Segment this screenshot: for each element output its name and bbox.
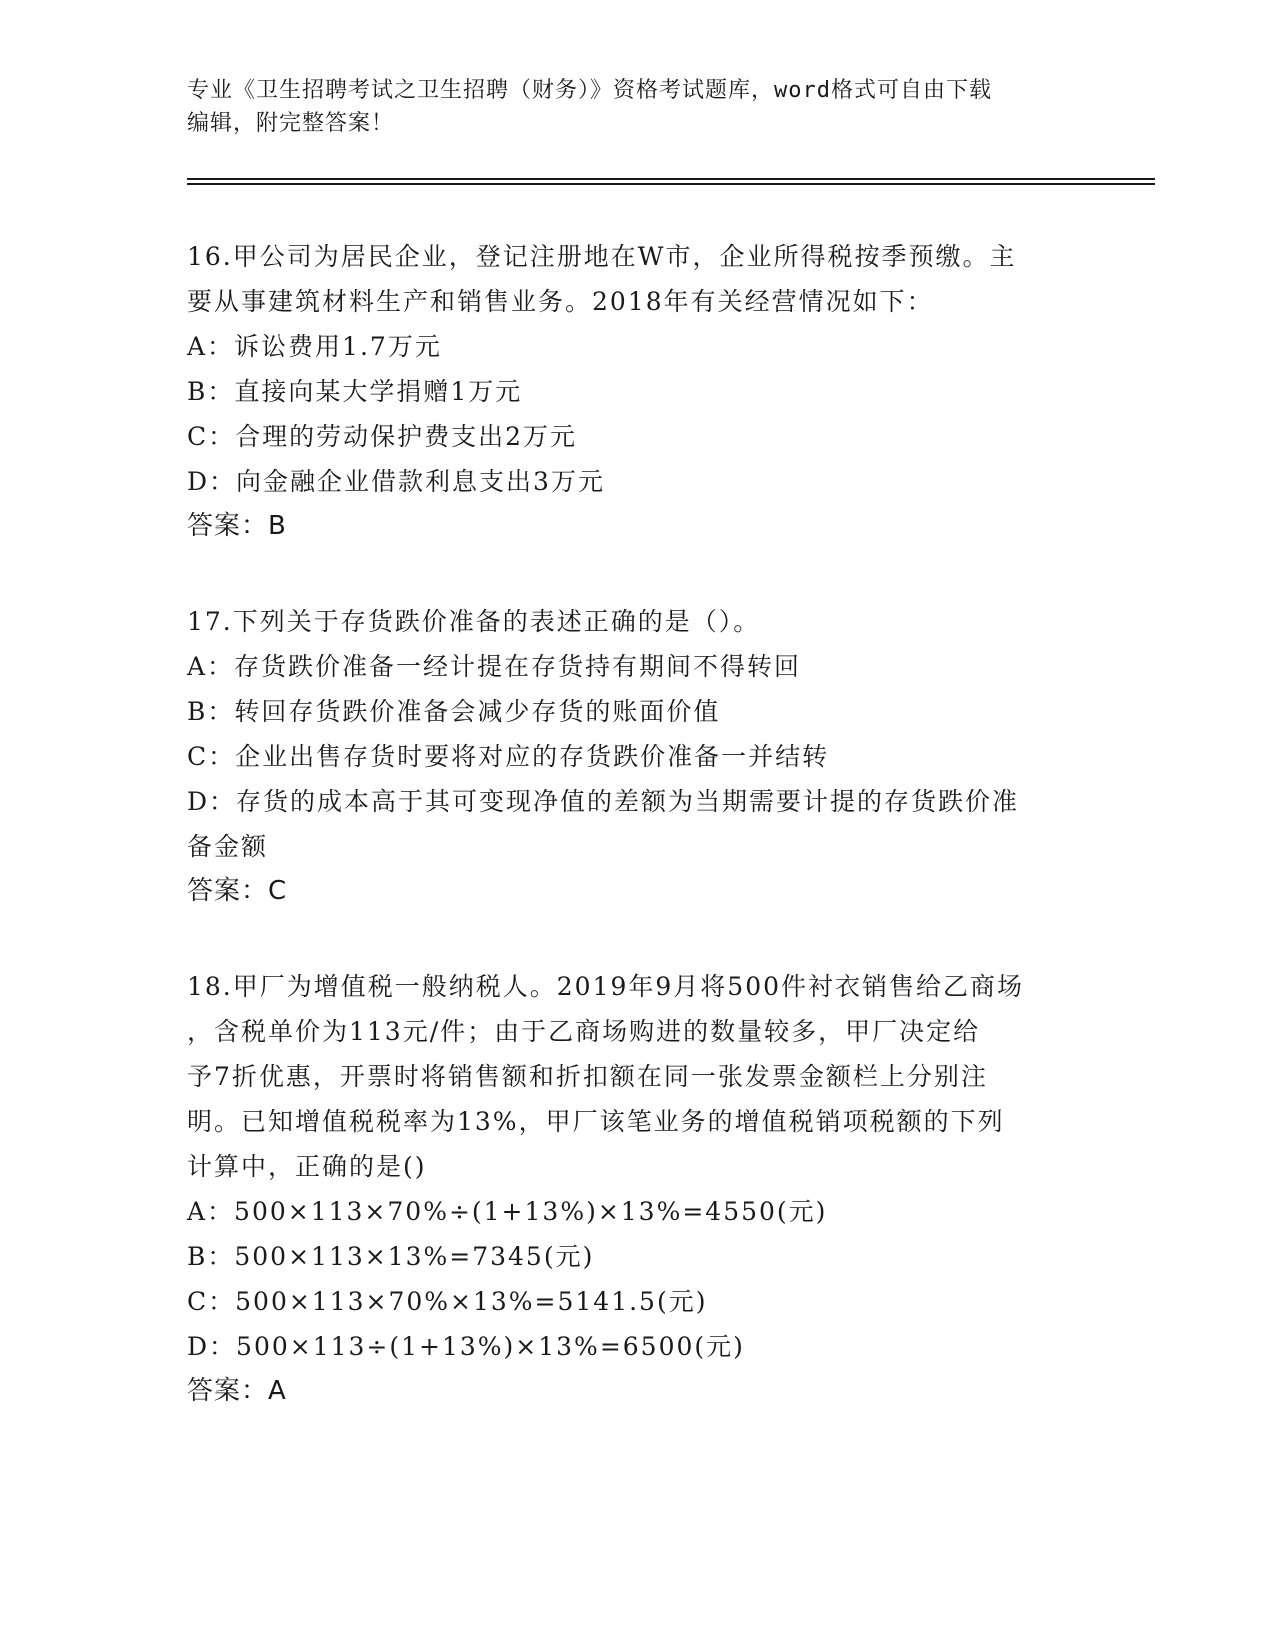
option-c: C：企业出售存货时要将对应的存货跌价准备一并结转 xyxy=(187,742,830,771)
option-c: C：500×113×70%×13%=5141.5(元) xyxy=(187,1287,708,1316)
option-a: A：500×113×70%÷(1+13%)×13%=4550(元) xyxy=(187,1197,828,1226)
question-stem-line: 18.甲厂为增值税一般纳税人。2019年9月将500件衬衣销售给乙商场 xyxy=(187,972,1025,1001)
answer-label: 答案：A xyxy=(187,1376,287,1406)
header-divider-top xyxy=(187,178,1155,180)
option-a: A：存货跌价准备一经计提在存货持有期间不得转回 xyxy=(187,652,802,681)
option-d: D：存货的成本高于其可变现净值的差额为当期需要计提的存货跌价准 xyxy=(187,787,1020,816)
option-c: C：合理的劳动保护费支出2万元 xyxy=(187,422,578,451)
header-divider-bottom xyxy=(187,183,1155,185)
header-line-2: 编辑，附完整答案！ xyxy=(187,111,395,136)
question-16 xyxy=(187,234,1087,549)
question-stem-line: 17.下列关于存货跌价准备的表述正确的是（）。 xyxy=(187,607,761,636)
question-stem-line: ，含税单价为113元/件；由于乙商场购进的数量较多，甲厂决定给 xyxy=(187,1017,981,1046)
option-b: B：500×113×13%=7345(元) xyxy=(187,1242,595,1271)
question-stem-line: 要从事建筑材料生产和销售业务。2018年有关经营情况如下： xyxy=(187,287,934,316)
option-d: D：向金融企业借款利息支出3万元 xyxy=(187,467,605,496)
answer-label: 答案：B xyxy=(187,511,287,541)
option-a: A：诉讼费用1.7万元 xyxy=(187,332,442,361)
question-stem-line: 16.甲公司为居民企业，登记注册地在W市，企业所得税按季预缴。主 xyxy=(187,242,1017,271)
option-b: B：直接向某大学捐赠1万元 xyxy=(187,377,523,406)
option-d-continued: 备金额 xyxy=(187,832,269,861)
header-line-1: 专业《卫生招聘考试之卫生招聘（财务）》资格考试题库，word格式可自由下载 xyxy=(187,78,992,103)
answer-label: 答案：C xyxy=(187,876,288,906)
question-18 xyxy=(187,964,1087,1414)
question-17 xyxy=(187,599,1087,914)
option-d: D：500×113÷(1+13%)×13%=6500(元) xyxy=(187,1332,745,1361)
option-b: B：转回存货跌价准备会减少存货的账面价值 xyxy=(187,697,721,726)
question-stem-line: 明。已知增值税税率为13%，甲厂该笔业务的增值税销项税额的下列 xyxy=(187,1107,1005,1136)
question-stem-line: 计算中，正确的是() xyxy=(187,1152,427,1181)
question-stem-line: 予7折优惠，开票时将销售额和折扣额在同一张发票金额栏上分别注 xyxy=(187,1062,988,1091)
document-header xyxy=(187,74,1067,140)
